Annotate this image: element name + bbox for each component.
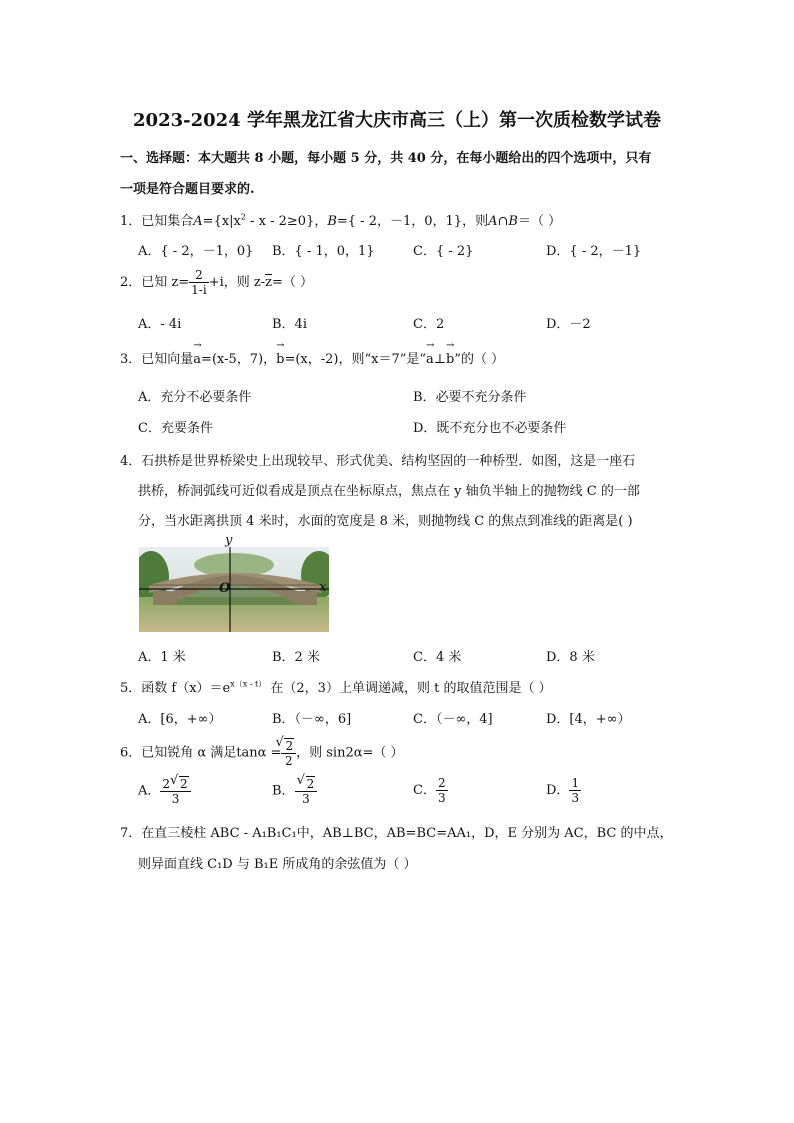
q3-option-d: D．既不充分也不必要条件: [413, 421, 567, 436]
question-4-line1: 4．石拱桥是世界桥梁史上出现较早、形式优美、结构坚固的一种桥型．如图，这是一座石: [120, 454, 636, 469]
q1-text: ＝（ ）: [517, 214, 562, 229]
q3-vector-a: → a: [426, 352, 434, 367]
q4-option-d: D．8 米: [546, 650, 595, 665]
section-heading-line2: 一项是符合题目要求的.: [120, 182, 255, 197]
question-6-stem: [120, 738, 404, 768]
q1-set-b: B: [327, 214, 337, 229]
q2-option-b: B．4i: [272, 317, 307, 332]
q6-option-a-fraction: [160, 776, 190, 806]
bridge-figure: [139, 533, 329, 632]
q6-option-c: [413, 776, 448, 805]
q3-option-c: C．充要条件: [138, 421, 213, 436]
q6-option-d-num: 1: [571, 776, 580, 790]
q6-option-b-label: B．: [272, 783, 295, 799]
q1-text: ={ - 2，－1，0，1}，则: [336, 214, 489, 229]
q1-option-c: C．{ - 2}: [413, 244, 474, 259]
page-title: 2023-2024 学年黑龙江省大庆市高三（上）第一次质检数学试卷: [133, 110, 661, 131]
q3-text: ”的（ ）: [454, 352, 505, 367]
q6-text: 6．已知锐角 α 满足: [120, 745, 237, 761]
q1-option-b: B．{ - 1，0，1}: [272, 244, 375, 259]
q4-option-c: C．4 米: [413, 650, 462, 665]
q2-numerator: 2: [189, 268, 209, 283]
q4-option-a: A．1 米: [138, 650, 186, 665]
q5-option-d: D．[4，+∞）: [546, 712, 631, 727]
question-4-line3: 分，当水距离拱顶 4 米时，水面的宽度是 8 米，则抛物线 C 的焦点到准线的距离是( ): [138, 514, 633, 529]
figure-x-axis-label: x: [319, 580, 327, 595]
q6-option-b-den: 3: [302, 792, 310, 806]
q6-option-d-label: D．: [546, 783, 570, 798]
q2-text: =（ ）: [271, 275, 314, 290]
q6-option-c-num: 2: [437, 776, 446, 790]
q6-option-c-fraction: [436, 776, 448, 805]
q6-option-a-label: A．: [138, 783, 161, 799]
question-4-line2: 拱桥，桥洞弧线可近似看成是顶点在坐标原点，焦点在 y 轴负半轴上的抛物线 C 的一部: [138, 484, 640, 499]
figure-y-axis-label: y: [225, 533, 233, 548]
q5-option-c: C．（－∞，4]: [413, 712, 493, 727]
q2-text: 2．已知 z=: [120, 275, 190, 290]
question-2-stem: [120, 268, 313, 297]
q3-text: =(x-5，7)，: [201, 352, 277, 367]
q6-option-a-den: 3: [171, 792, 180, 806]
q5-option-b: B．（－∞，6]: [272, 712, 352, 727]
q6-option-b-fraction: [295, 776, 318, 806]
q6-option-b: [272, 776, 317, 806]
q6-option-c-label: C．: [413, 783, 436, 798]
q1-set-a: A: [193, 214, 203, 229]
q3-vector-b: → b: [276, 352, 284, 367]
q2-option-d: D．－2: [546, 317, 591, 332]
q3-vector-b: → b: [446, 352, 454, 367]
question-7-line1: 7．在直三棱柱 ABC - A₁B₁C₁中，AB⊥BC，AB=BC=AA₁，D，E 分别为 AC，BC 的中点，: [120, 826, 673, 841]
q3-option-a: A．充分不必要条件: [138, 390, 252, 405]
q1-text: - x - 2≥0}，: [245, 214, 328, 229]
q1-intersection: A∩B: [488, 214, 518, 229]
q6-option-a: [138, 776, 191, 806]
q6-text: ，则 sin2α=（ ）: [296, 745, 404, 761]
q1-option-a: A．{ - 2，－1，0}: [138, 244, 254, 259]
q3-vector-a: → a: [193, 352, 201, 367]
q6-option-d-den: 3: [571, 791, 580, 805]
q6-option-d: [546, 776, 581, 805]
figure-origin-label: O: [219, 581, 231, 596]
q1-option-d: D．{ - 2，－1}: [546, 244, 642, 259]
q6-fraction: [281, 738, 296, 768]
q6-option-c-den: 3: [437, 791, 446, 805]
q3-perp-symbol: ⊥: [433, 352, 447, 367]
question-5-stem: [120, 677, 552, 696]
q3-text: =(x，-2)，则“x＝7”是“: [284, 352, 427, 367]
q2-conjugate: $\overline{z}$: [265, 275, 272, 290]
q6-option-a-radicand: √ 2: [179, 776, 189, 791]
q6-option-d-fraction: [569, 776, 581, 805]
bridge-photo-illustration: [139, 547, 329, 632]
q2-option-a: A．- 4i: [138, 317, 182, 332]
section-heading-line1: 一、选择题：本大题共 8 小题，每小题 5 分，共 40 分，在每小题给出的四个选项中，只有: [120, 151, 652, 166]
q2-option-c: C．2: [413, 317, 445, 332]
q6-numerator: √ 2: [284, 738, 294, 753]
question-7-line2: 则异面直线 C₁D 与 B₁E 所成角的余弦值为（ ）: [138, 857, 417, 872]
q2-text: +i，则 z-: [208, 275, 266, 290]
q1-exp: 2: [240, 212, 246, 222]
question-1-stem: [120, 210, 561, 229]
q5-exponent: x（x - t）: [230, 679, 267, 689]
q1-text: 1．已知集合: [120, 214, 194, 229]
q6-option-b-radicand: √ 2: [306, 776, 316, 791]
q2-fraction: [189, 268, 209, 297]
q6-option-a-coef: 2: [162, 777, 171, 791]
q5-option-a: A．[6，+∞）: [138, 712, 222, 727]
q4-option-b: B．2 米: [272, 650, 320, 665]
q2-denominator: 1-i: [191, 283, 207, 297]
q6-tan: tanα =: [236, 745, 282, 761]
q5-text: 在（2，3）上单调递减，则 t 的取值范围是（ ）: [266, 681, 552, 696]
q3-text: 3．已知向量: [120, 352, 194, 367]
q1-text: ={x|x: [202, 214, 241, 229]
q3-option-b: B．必要不充分条件: [413, 390, 527, 405]
question-3-stem: [120, 348, 504, 367]
q5-text: 5．函数 f（x）＝e: [120, 681, 231, 696]
q6-denominator: 2: [284, 754, 293, 768]
